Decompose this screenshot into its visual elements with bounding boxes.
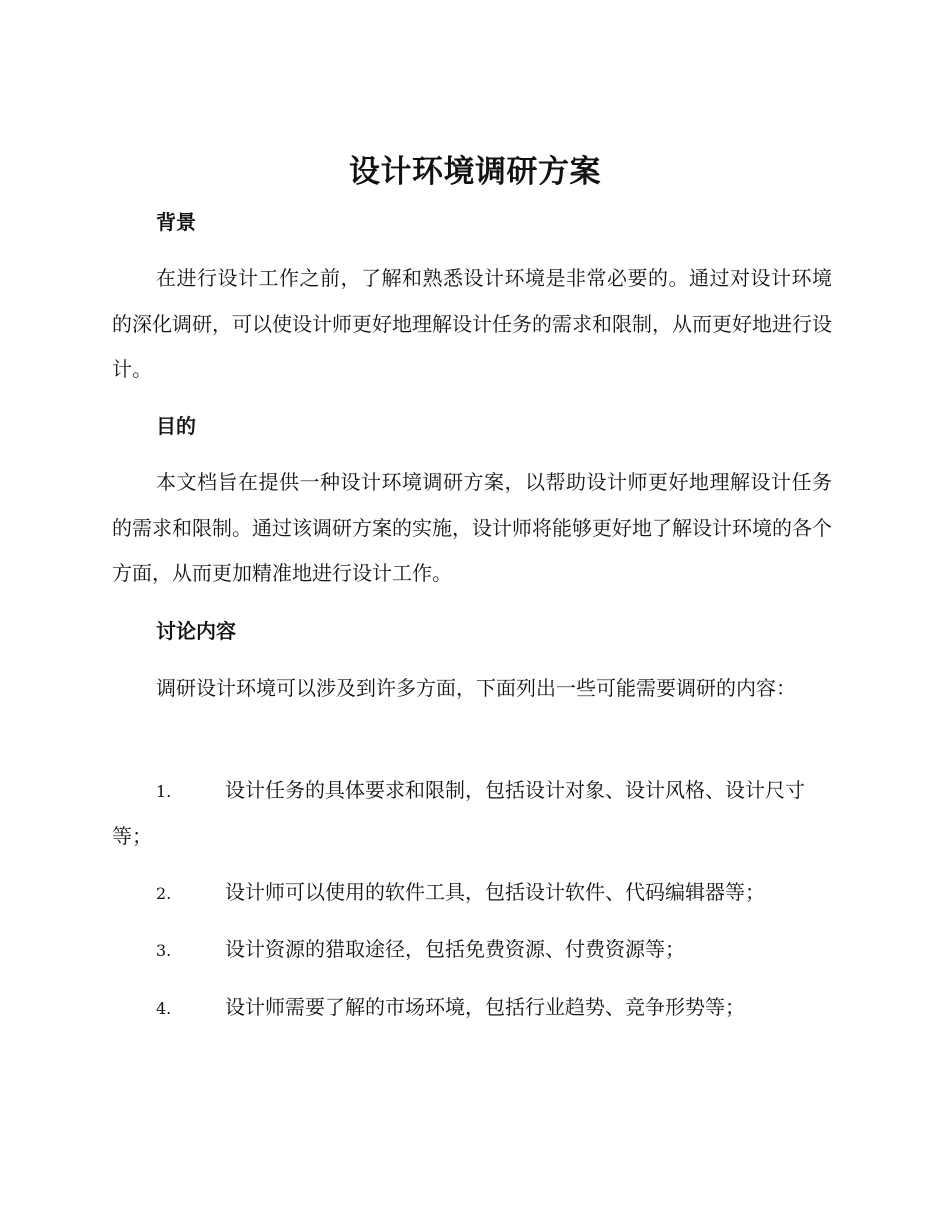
list-item [112, 927, 832, 973]
list-item [112, 985, 832, 1031]
section-body-discussion: 调研设计环境可以涉及到许多方面，下面列出一些可能需要调研的内容： [156, 676, 796, 700]
list-item-number: 2. [156, 884, 172, 903]
list-item-text: 设计资源的猎取途径，包括免费资源、付费资源等； [225, 937, 685, 961]
list-item [112, 768, 832, 859]
section-body-background: 在进行设计工作之前，了解和熟悉设计环境是非常必要的。通过对设计环境的深化调研，可以使设计师更好地理解设计任务的需求和限制，从而更好地进行设计。 [112, 266, 832, 381]
list-item-number: 1. [156, 782, 172, 801]
section-heading-background: 背景 [156, 210, 196, 234]
list-item-number: 3. [156, 941, 172, 960]
section-heading-purpose: 目的 [156, 414, 196, 438]
list-item-number: 4. [156, 999, 172, 1018]
section-heading-discussion: 讨论内容 [156, 619, 236, 643]
list-item-text: 设计师可以使用的软件工具，包括设计软件、代码编辑器等； [225, 880, 765, 904]
list-item-text: 设计师需要了解的市场环境，包括行业趋势、竞争形势等； [225, 995, 745, 1019]
list-item-text: 设计任务的具体要求和限制，包括设计对象、设计风格、设计尺寸等； [112, 778, 805, 848]
section-body-purpose: 本文档旨在提供一种设计环境调研方案，以帮助设计师更好地理解设计任务的需求和限制。通过该调研方案的实施，设计师将能够更好地了解设计环境的各个方面，从而更加精准地进行设计工作。 [112, 470, 832, 585]
document-title: 设计环境调研方案 [349, 154, 601, 190]
list-item [112, 870, 832, 916]
